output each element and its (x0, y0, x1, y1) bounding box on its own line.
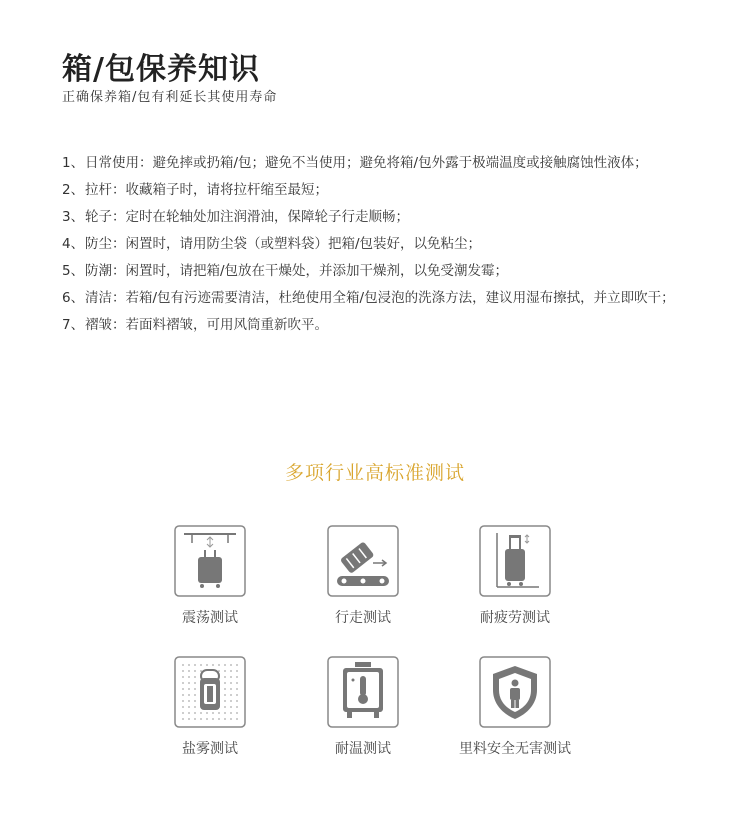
vibration-test-icon (174, 525, 246, 597)
fatigue-test-icon (479, 525, 551, 597)
test-label: 行走测试 (335, 610, 391, 626)
test-fatigue (440, 525, 590, 627)
item-text: 防尘：闲置时，请用防尘袋（或塑料袋）把箱/包装好，以免粘尘； (85, 236, 482, 252)
test-salt-spray (135, 656, 285, 758)
item-number: 3、 (62, 209, 85, 225)
item-text: 日常使用：避免摔或扔箱/包；避免不当使用；避免将箱/包外露于极端温度或接触腐蚀性液体； (85, 155, 648, 171)
item-number: 5、 (62, 263, 85, 279)
test-lining-safety (440, 656, 590, 758)
test-label: 耐温测试 (335, 741, 391, 757)
item-text: 轮子：定时在轮轴处加注润滑油，保障轮子行走顺畅； (85, 209, 409, 225)
page-subtitle: 正确保养箱/包有利延长其使用寿命 (62, 90, 278, 105)
list-item (62, 258, 702, 285)
item-number: 1、 (62, 155, 85, 171)
temperature-test-icon (327, 656, 399, 728)
test-label: 盐雾测试 (182, 741, 238, 757)
page-title: 箱/包保养知识 (62, 52, 260, 87)
test-label: 震荡测试 (182, 610, 238, 626)
lining-safety-test-icon (479, 656, 551, 728)
test-temperature (288, 656, 438, 758)
item-text: 褶皱：若面料褶皱，可用风筒重新吹平。 (85, 317, 328, 333)
item-text: 防潮：闲置时，请把箱/包放在干燥处，并添加干燥剂，以免受潮发霉； (85, 263, 509, 279)
item-number: 4、 (62, 236, 85, 252)
item-text: 清洁：若箱/包有污迹需要清洁，杜绝使用全箱/包浸泡的洗涤方法，建议用湿布擦拭，并立即吹干； (85, 290, 675, 306)
list-item (62, 285, 702, 312)
walking-test-icon (327, 525, 399, 597)
list-item (62, 312, 702, 339)
test-label: 耐疲劳测试 (480, 610, 550, 626)
salt-spray-test-icon (174, 656, 246, 728)
test-label: 里料安全无害测试 (459, 741, 571, 757)
item-number: 2、 (62, 182, 85, 198)
test-vibration (135, 525, 285, 627)
item-number: 7、 (62, 317, 85, 333)
list-item (62, 231, 702, 258)
list-item (62, 177, 702, 204)
list-item (62, 150, 702, 177)
item-number: 6、 (62, 290, 85, 306)
item-text: 拉杆：收藏箱子时，请将拉杆缩至最短； (85, 182, 328, 198)
tests-heading: 多项行业高标准测试 (284, 462, 465, 484)
list-item (62, 204, 702, 231)
test-walking (288, 525, 438, 627)
care-instructions-list (62, 150, 702, 339)
